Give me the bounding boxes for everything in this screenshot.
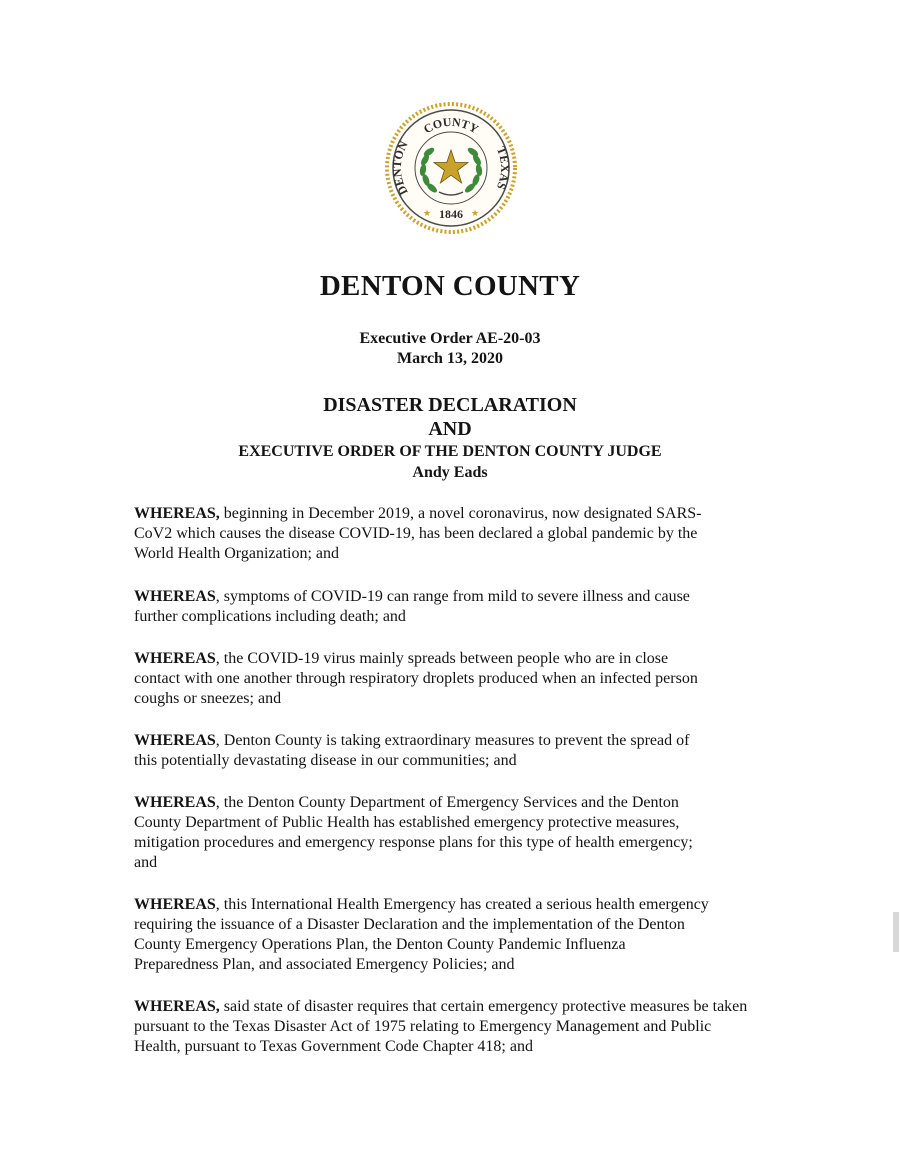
declaration-subtitle: EXECUTIVE ORDER OF THE DENTON COUNTY JUDGE (238, 443, 662, 460)
judge-name: Andy Eads (412, 464, 488, 481)
svg-text:TEXAS: TEXAS (493, 144, 513, 192)
county-seal-graphic (383, 100, 519, 236)
whereas-clause: WHEREAS, the Denton County Department of Emergency Services and the Denton County Department of Public Health has established emergency protective measures, mitigation procedures and emergency response plans for this type of health emergency; and (134, 794, 693, 871)
county-name: DENTON COUNTY (319, 270, 581, 302)
whereas-clause: WHEREAS, the COVID-19 virus mainly spreads between people who are in close contact with one another through respiratory droplets produced when an infected person coughs or sneezes; and (134, 650, 698, 707)
whereas-keyword: WHEREAS, (134, 505, 220, 522)
svg-text:COUNTY: COUNTY (421, 114, 481, 137)
whereas-clause: WHEREAS, this International Health Emergency has created a serious health emergency requiring the issuance of a Disaster Declaration and the implementation of the Denton County Emergency Operations Plan, the Denton County Pandemic Influenza Preparedness Plan, and associated Emergency Policies; and (134, 896, 709, 973)
whereas-clause: WHEREAS, Denton County is taking extraordinary measures to prevent the spread of this potentially devastating disease in our communities; and (134, 732, 690, 769)
whereas-keyword: WHEREAS, (134, 998, 220, 1015)
county-seal (383, 100, 519, 236)
whereas-keyword: WHEREAS (134, 732, 216, 749)
seal-small-star-left: ★ (422, 208, 432, 218)
order-date: March 13, 2020 (397, 350, 503, 367)
whereas-clause: WHEREAS, said state of disaster requires that certain emergency protective measures be taken pursuant to the Texas Disaster Act of 1975 relating to Emergency Management and Public Health, pursuant to Texas Government Code Chapter 418; and (134, 998, 748, 1055)
seal-small-star-right: ★ (470, 208, 480, 218)
svg-text:DENTON: DENTON (389, 138, 411, 198)
whereas-keyword: WHEREAS (134, 588, 216, 605)
declaration-title: DISASTER DECLARATION (323, 394, 577, 416)
whereas-keyword: WHEREAS (134, 794, 216, 811)
order-number: Executive Order AE-20-03 (359, 330, 541, 347)
whereas-keyword: WHEREAS (134, 650, 216, 667)
seal-year: 1846 (439, 207, 463, 221)
whereas-clause: WHEREAS, symptoms of COVID-19 can range from mild to severe illness and cause further complications including death; and (134, 588, 690, 625)
whereas-keyword: WHEREAS (134, 896, 216, 913)
declaration-and: AND (428, 418, 472, 440)
whereas-clause: WHEREAS, beginning in December 2019, a novel coronavirus, now designated SARS- CoV2 which causes the disease COVID-19, has been declared a global pandemic by the World Health Organization; and (134, 505, 702, 562)
scan-edge-mark (893, 912, 899, 952)
